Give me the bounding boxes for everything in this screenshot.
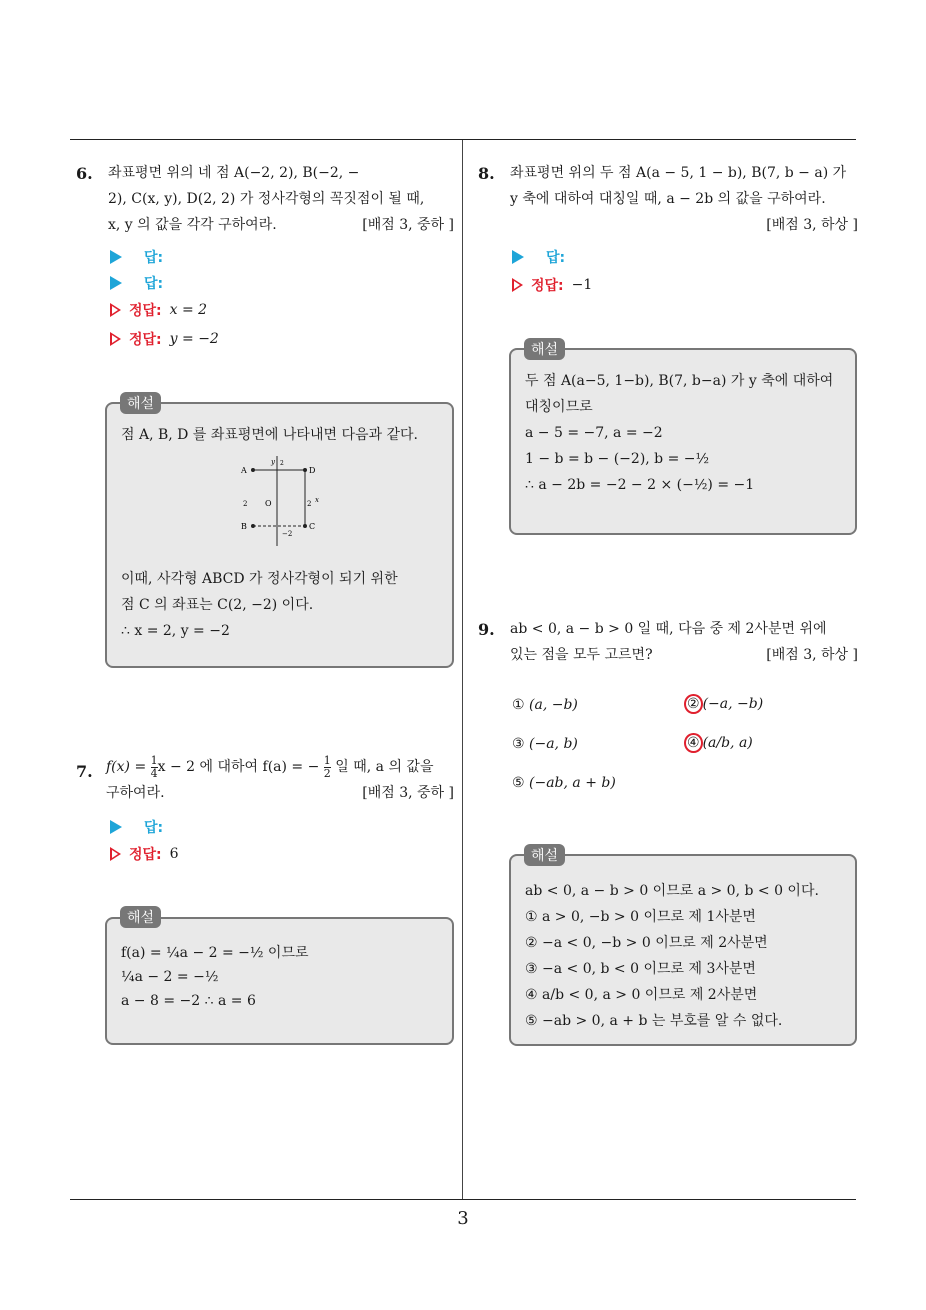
selected-circle-mark: ④ — [684, 733, 703, 753]
point-b — [251, 524, 255, 528]
q9-choice-5[interactable]: ⑤ (−ab, a + b) — [512, 775, 616, 791]
q9-text — [510, 616, 858, 668]
q9-line1: ab < 0, a − b > 0 일 때, 다음 중 제 2사분면 위에 — [510, 621, 827, 637]
point-a — [251, 468, 255, 472]
point-c — [303, 524, 307, 528]
hollow-triangle-icon — [110, 332, 121, 346]
q9-choice-4[interactable]: ④ (a/b, a) — [684, 733, 753, 753]
q7-number: 7. — [76, 762, 93, 781]
q7-frac-half: $\frac{1}{2}$ — [323, 753, 331, 780]
point-d — [303, 468, 307, 472]
q6-score: [배점 3, 중하 ] — [362, 217, 454, 233]
q7-explain-line3: a − 8 = −2 ∴ a = 6 — [121, 993, 256, 1009]
q8-explain-tag: 해설 — [524, 338, 565, 360]
q6-line1: 좌표평면 위의 네 점 A(−2, 2), B(−2, − — [108, 165, 360, 181]
q9-explanation-box — [509, 854, 857, 1046]
label-c: C — [309, 522, 316, 531]
q7-line1: f(x) = $\frac{1}{4}$ x − 2 에 대하여 f(a) = − $\frac{1}{2}$ 일 때, a 의 값을 — [106, 753, 434, 780]
q7-text — [106, 754, 454, 806]
label-a: A — [241, 466, 247, 475]
q8-line2: y 축에 대하여 대칭일 때, a − 2b 의 값을 구하여라. — [510, 191, 826, 207]
q9-explain-line6: ⑤ −ab > 0, a + b 는 부호를 알 수 없다. — [525, 1013, 783, 1029]
q8-text — [510, 160, 858, 238]
label-x-axis: x — [315, 496, 319, 504]
hollow-triangle-icon — [512, 278, 523, 292]
q9-score: [배점 3, 하상 ] — [766, 647, 858, 663]
q8-correct: 정답: −1 — [512, 275, 592, 295]
q7-line2: 구하여라. [배점 3, 중하 ] — [106, 780, 454, 806]
q7-explain-line1: f(a) = ¼a − 2 = −½ 이므로 — [121, 945, 309, 961]
q9-explain-line4: ③ −a < 0, b < 0 이므로 제 3사분면 — [525, 961, 756, 977]
q6-text — [108, 160, 454, 238]
q9-line2: 있는 점을 모두 고르면? [배점 3, 하상 ] — [510, 642, 858, 668]
q6-line3: x, y 의 값을 각각 구하여라. [배점 3, 중하 ] — [108, 212, 454, 238]
q9-number: 9. — [478, 620, 495, 639]
play-icon — [110, 250, 122, 264]
label-b: B — [241, 522, 247, 531]
q8-line3 — [510, 212, 858, 238]
play-icon — [110, 820, 122, 834]
q6-correct-1: 정답: x = 2 — [110, 300, 207, 320]
q9-explain-line3: ② −a < 0, −b > 0 이므로 제 2사분면 — [525, 935, 768, 951]
q6-answer-2[interactable]: 답: — [110, 273, 163, 293]
q8-number: 8. — [478, 164, 495, 183]
hollow-triangle-icon — [110, 303, 121, 317]
label-d: D — [309, 466, 316, 475]
q7-explain-tag: 해설 — [120, 906, 161, 928]
q6-line2: 2), C(x, y), D(2, 2) 가 정사각형의 꼭짓점이 될 때, — [108, 191, 425, 207]
q6-explain-line4: ∴ x = 2, y = −2 — [121, 623, 230, 639]
play-icon — [512, 250, 524, 264]
tick-left: 2 — [243, 500, 248, 508]
q8-explain-line3: a − 5 = −7, a = −2 — [525, 425, 663, 441]
q9-choice-2[interactable]: ② (−a, −b) — [684, 694, 763, 714]
q8-explanation-box — [509, 348, 857, 535]
q7-score: [배점 3, 중하 ] — [362, 785, 454, 801]
q6-coordinate-diagram — [239, 456, 349, 548]
bottom-rule — [70, 1199, 856, 1200]
q9-explain-line5: ④ a/b < 0, a > 0 이므로 제 2사분면 — [525, 987, 758, 1003]
page-number: 3 — [457, 1208, 469, 1229]
q8-explain-line5: ∴ a − 2b = −2 − 2 × (−½) = −1 — [525, 477, 755, 493]
q8-explain-line2: 대칭이므로 — [525, 399, 593, 415]
q8-answer[interactable]: 답: — [512, 247, 565, 267]
q8-line1: 좌표평면 위의 두 점 A(a − 5, 1 − b), B(7, b − a) 가 — [510, 165, 847, 181]
tick-right: 2 — [307, 500, 312, 508]
top-rule — [70, 139, 856, 140]
hollow-triangle-icon — [110, 847, 121, 861]
q9-choice-3[interactable]: ③ (−a, b) — [512, 736, 578, 752]
tick-bottom: −2 — [282, 530, 293, 538]
q6-explain-line1: 점 A, B, D 를 좌표평면에 나타내면 다음과 같다. — [121, 427, 418, 443]
q7-explain-line2: ¼a − 2 = −½ — [121, 969, 219, 985]
q8-explain-line1: 두 점 A(a−5, 1−b), B(7, b−a) 가 y 축에 대하여 — [525, 373, 834, 389]
q6-explanation-box — [105, 402, 454, 668]
q6-correct-2: 정답: y = −2 — [110, 329, 219, 349]
label-o: O — [265, 499, 272, 508]
label-y-axis: y — [271, 458, 275, 466]
q9-explain-tag: 해설 — [524, 844, 565, 866]
q9-explain-line2: ① a > 0, −b > 0 이므로 제 1사분면 — [525, 909, 756, 925]
q7-answer[interactable]: 답: — [110, 817, 163, 837]
q9-choice-1[interactable]: ① (a, −b) — [512, 697, 578, 713]
play-icon — [110, 276, 122, 290]
q9-explain-line1: ab < 0, a − b > 0 이므로 a > 0, b < 0 이다. — [525, 883, 819, 899]
q6-answer-1[interactable]: 답: — [110, 247, 163, 267]
q7-frac-quarter: $\frac{1}{4}$ — [150, 753, 158, 780]
tick-top: 2 — [280, 460, 284, 467]
q6-explain-tag: 해설 — [120, 392, 161, 414]
column-divider — [462, 140, 463, 1200]
q8-score: [배점 3, 하상 ] — [766, 217, 858, 233]
q6-number: 6. — [76, 164, 93, 183]
q6-explain-line2: 이때, 사각형 ABCD 가 정사각형이 되기 위한 — [121, 571, 398, 587]
q6-explain-line3: 점 C 의 좌표는 C(2, −2) 이다. — [121, 597, 314, 613]
q8-explain-line4: 1 − b = b − (−2), b = −½ — [525, 451, 710, 467]
selected-circle-mark: ② — [684, 694, 703, 714]
q7-explanation-box — [105, 917, 454, 1045]
q7-correct: 정답: 6 — [110, 844, 179, 864]
